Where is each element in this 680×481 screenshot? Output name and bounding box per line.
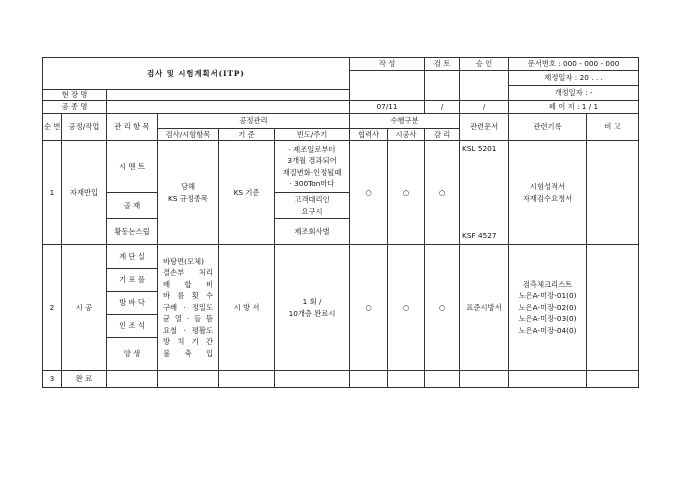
col-header-supervisor: 감 리 <box>425 129 460 141</box>
row1-item-aggregate: 골 재 <box>107 193 158 219</box>
col-header-exec-group: 수행구분 <box>350 114 460 129</box>
row1-inspection: 당해 KS 규정종목 <box>158 141 219 245</box>
col-header-control-group: 공정관리 <box>158 114 350 129</box>
row1-item-cement: 시 멘 트 <box>107 141 158 193</box>
col-header-partner: 협력사 <box>350 129 388 141</box>
row2-item-artificial-stone: 인 조 석 <box>107 315 158 338</box>
sign-box-approver <box>460 71 509 101</box>
row3-no: 3 <box>43 371 62 388</box>
col-header-frequency: 빈도/주기 <box>275 129 350 141</box>
issue-date: 제정일자 : 20 . . . <box>509 71 639 86</box>
row1-frequency-b: 고객대리인 요구시 <box>275 193 350 219</box>
row1-frequency-c: 제조회사별 <box>275 219 350 245</box>
row1-supervisor: ○ <box>425 141 460 245</box>
row3-process: 완 료 <box>62 371 107 388</box>
row1-partner: ○ <box>350 141 388 245</box>
row2-partner: ○ <box>350 245 388 371</box>
row2-item-foam: 기 포 플 <box>107 269 158 292</box>
row2-records: 검측체크리스트 노은A-미장-01(0) 노은A-미장-02(0) 노은A-미장-03(0) 노은A-미장-04(0) <box>509 245 587 371</box>
sign-box-reviewer <box>425 71 460 101</box>
sign-label-approver: 승 인 <box>460 58 509 71</box>
row1-doc-ksf: KSF 4527 <box>462 231 497 240</box>
row2-supervisor: ○ <box>425 245 460 371</box>
document-title: 검사 및 시험계획서(ITP) <box>43 58 350 90</box>
row2-item-floor: 방 바 닥 <box>107 292 158 315</box>
revision-date: 개정일자 : - <box>509 86 639 101</box>
col-header-contractor: 시공사 <box>388 129 425 141</box>
sign-label-author: 작 성 <box>350 58 425 71</box>
doc-number: 문서번호 : 000 - 000 - 000 <box>509 58 639 71</box>
row1-standard: KS 기준 <box>219 141 275 245</box>
sign-date-approver: / <box>460 101 509 114</box>
site-name-label: 현 장 명 <box>43 90 107 101</box>
row1-frequency-a: · 제조일로부터 3개월 경과되어 재질변화·인정될때 · 300Ton마다 <box>275 141 350 193</box>
row2-inspection: 바탕면(모체) 결손부 처리 배 합 비 바 름 횟 수 구배 · 정밀도 균 열 · 들 뜸 요철 · 평활도 방 치 기 간 불 축 입 <box>158 245 219 371</box>
sign-date-reviewer: / <box>425 101 460 114</box>
col-header-documents: 관련문서 <box>460 114 509 141</box>
col-header-process: 공정/작업 <box>62 114 107 141</box>
row2-item-stair: 계 단 실 <box>107 245 158 269</box>
col-header-standard: 기 준 <box>219 129 275 141</box>
row2-frequency: 1 회 / 10개층 완료시 <box>275 245 350 371</box>
itp-table <box>42 57 639 388</box>
page-number: 페 이 지 : 1 / 1 <box>509 101 639 114</box>
row1-process: 자재반입 <box>62 141 107 245</box>
row2-documents: 표준시방서 <box>460 245 509 371</box>
row1-doc-ksl: KSL 5201 <box>462 144 497 153</box>
row2-remarks <box>587 245 639 371</box>
row2-process: 시 공 <box>62 245 107 371</box>
sign-label-reviewer: 검 토 <box>425 58 460 71</box>
col-header-remarks: 비 고 <box>587 114 639 141</box>
col-header-item: 관 리 항 목 <box>107 114 158 141</box>
row1-contractor: ○ <box>388 141 425 245</box>
row1-remarks <box>587 141 639 245</box>
row1-item-nonslip: 황동논스립 <box>107 219 158 245</box>
col-header-records: 관련기록 <box>509 114 587 141</box>
row2-no: 2 <box>43 245 62 371</box>
sign-date-author: 07/11 <box>350 101 425 114</box>
row1-no: 1 <box>43 141 62 245</box>
row1-records: 시험성적서 자재검수요청서 <box>509 141 587 245</box>
work-name-label: 공 종 명 <box>43 101 107 114</box>
row2-item-curing: 양 생 <box>107 338 158 371</box>
work-name-value <box>107 101 350 114</box>
col-header-no: 순 번 <box>43 114 62 141</box>
itp-sheet <box>42 57 638 388</box>
site-name-value <box>107 90 350 101</box>
row1-documents <box>460 141 509 245</box>
sign-box-author <box>350 71 425 101</box>
col-header-inspection: 검사/시험항목 <box>158 129 219 141</box>
row2-standard: 시 방 서 <box>219 245 275 371</box>
row2-contractor: ○ <box>388 245 425 371</box>
